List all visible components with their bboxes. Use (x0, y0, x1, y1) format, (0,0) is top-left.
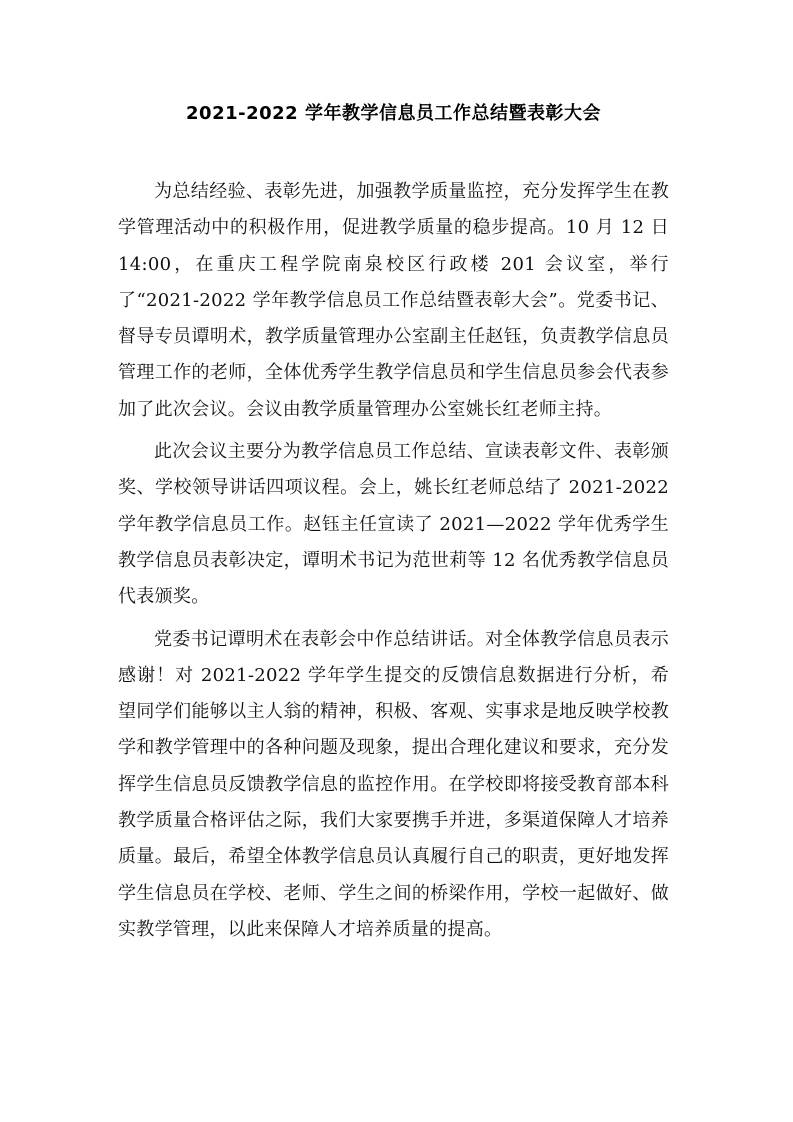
paragraph-agenda: 此次会议主要分为教学信息员工作总结、宣读表彰文件、表彰颁奖、学校领导讲话四项议程。会上，姚长红老师总结了 2021-2022 学年教学信息员工作。赵钰主任宣读了 2021—2022 学年优秀学生教学信息员表彰决定，谭明术书记为范世莉等 12 名优秀教学信息员代表颁奖。 (118, 441, 669, 608)
document-body (118, 174, 669, 948)
document-title: 2021-2022 学年教学信息员工作总结暨表彰大会 (186, 103, 601, 124)
paragraph-speech: 党委书记谭明术在表彰会中作总结讲话。对全体教学信息员表示感谢！对 2021-2022 学年学生提交的反馈信息数据进行分析，希望同学们能够以主人翁的精神，积极、客观、实事求是地反映学校教学和教学管理中的各种问题及现象，提出合理化建议和要求，充分发挥学生信息员反馈教学信息的监控作用。在学校即将接受教育部本科教学质量合格评估之际，我们大家要携手并进，多渠道保障人才培养质量。最后，希望全体教学信息员认真履行自己的职责，更好地发挥学生信息员在学校、老师、学生之间的桥梁作用，学校一起做好、做实教学管理，以此来保障人才培养质量的提高。 (118, 628, 669, 940)
paragraph-intro: 为总结经验、表彰先进，加强教学质量监控，充分发挥学生在教学管理活动中的积极作用，促进教学质量的稳步提高。10 月 12 日14:00，在重庆工程学院南泉校区行政楼 201 会议室，举行了“2021-2022 学年教学信息员工作总结暨表彰大会”。党委书记、督导专员谭明术，教学质量管理办公室副主任赵钰，负责教学信息员管理工作的老师，全体优秀学生教学信息员和学生信息员参会代表参加了此次会议。会议由教学质量管理办公室姚长红老师主持。 (118, 181, 669, 420)
